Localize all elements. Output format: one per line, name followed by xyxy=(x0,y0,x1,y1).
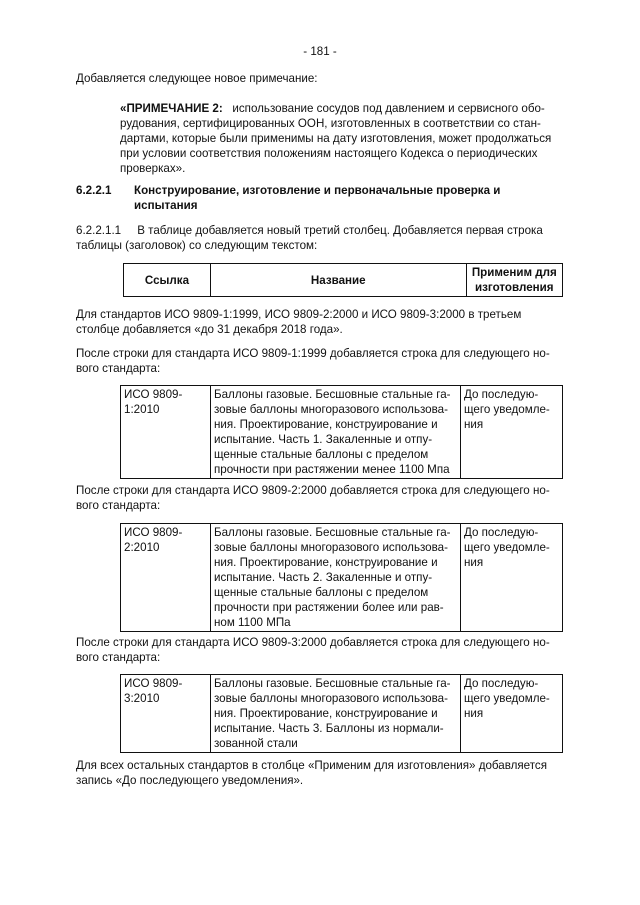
header-applicable: Применим для изготовления xyxy=(466,264,562,297)
paragraph-after-3: После строки для стандарта ИСО 9809-3:2000 добавляется строка для следующего но- вого стандарта: xyxy=(76,636,550,664)
note-line: «ПРИМЕЧАНИЕ 2: использование сосудов под давлением и сервисного обо- xyxy=(120,102,545,115)
table-row xyxy=(121,386,563,479)
paragraph-6-2-2-1-1: 6.2.2.1.1 В таблице добавляется новый третий столбец. Добавляется первая строка таблицы (заголовок) со следующим текстом: xyxy=(76,224,543,252)
title-cell: Баллоны газовые. Бесшовные стальные га- зовые баллоны многоразового использова- ния. Проектирование, конструирование и испытание. Часть 1. Закаленные и отпу- щенные стальные баллоны с пределом прочности при растяжении менее 1100 Мпа xyxy=(211,386,461,479)
intro-text: Добавляется следующее новое примечание: xyxy=(76,72,318,85)
applicable-cell: До последую- щего уведомле- ния xyxy=(461,524,563,632)
paragraph-final: Для всех остальных стандартов в столбце «Применим для изготовления» добавляется запись «До последующего уведомления». xyxy=(76,759,547,787)
section-title: Конструирование, изготовление и первоначальные проверка и испытания xyxy=(134,184,501,212)
title-cell: Баллоны газовые. Бесшовные стальные га- зовые баллоны многоразового использова- ния. Проектирование, конструирование и испытание. Часть 2. Закаленные и отпу- щенные стальные баллоны с пределом прочности при растяжении более или рав- ном 1100 МПа xyxy=(211,524,461,632)
applicable-cell: До последую- щего уведомле- ния xyxy=(461,386,563,479)
title-cell: Баллоны газовые. Бесшовные стальные га- зовые баллоны многоразового использова- ния. Проектирование, конструирование и испытание. Часть 3. Баллоны из нормали- зованной стали xyxy=(211,675,461,753)
standard-table-1 xyxy=(120,385,563,479)
paragraph-standards: Для стандартов ИСО 9809-1:1999, ИСО 9809-2:2000 и ИСО 9809-3:2000 в третьем столбце добавляется «до 31 декабря 2018 года». xyxy=(76,308,522,336)
paragraph-after-1: После строки для стандарта ИСО 9809-1:1999 добавляется строка для следующего но- вого стандарта: xyxy=(76,347,550,375)
note-line: при условии соответствия положениям настоящего Кодекса о периодических xyxy=(120,147,538,160)
paragraph-after-2: После строки для стандарта ИСО 9809-2:2000 добавляется строка для следующего но- вого стандарта: xyxy=(76,484,550,512)
header-ref: Ссылка xyxy=(124,264,211,297)
ref-cell: ИСО 9809- 2:2010 xyxy=(121,524,211,632)
note-block xyxy=(120,101,564,176)
header-title: Название xyxy=(210,264,466,297)
table-row xyxy=(121,524,563,632)
ref-cell: ИСО 9809- 3:2010 xyxy=(121,675,211,753)
note-label: «ПРИМЕЧАНИЕ 2: xyxy=(120,102,223,115)
standard-table-2 xyxy=(120,523,563,632)
note-line: рудования, сертифицированных ООН, изготовленных в соответствии со стан- xyxy=(120,117,541,130)
section-number: 6.2.2.1 xyxy=(76,184,112,197)
note-line: дартами, которые были применимы на дату изготовления, может продолжаться xyxy=(120,132,552,145)
table-row xyxy=(121,675,563,753)
ref-cell: ИСО 9809- 1:2010 xyxy=(121,386,211,479)
note-line: проверках». xyxy=(120,162,186,175)
header-table xyxy=(123,263,563,297)
standard-table-3 xyxy=(120,674,563,753)
applicable-cell: До последую- щего уведомле- ния xyxy=(461,675,563,753)
page-number: - 181 - xyxy=(303,45,337,58)
